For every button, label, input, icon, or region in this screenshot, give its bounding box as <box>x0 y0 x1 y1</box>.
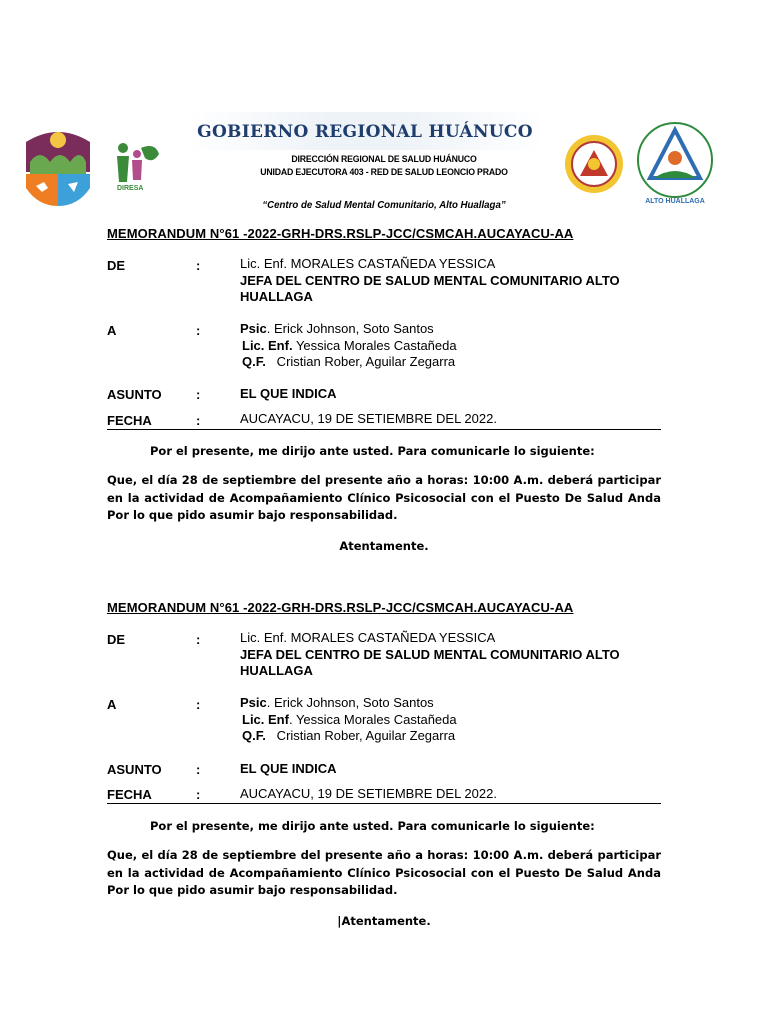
recipient <box>240 695 670 712</box>
colon: : <box>196 258 201 273</box>
recipient-name: Cristian Rober, Aguilar Zegarra <box>265 728 456 743</box>
recipient-prefix: Q.F. <box>242 728 266 743</box>
colon: : <box>196 762 201 777</box>
fecha-label: FECHA <box>107 413 152 428</box>
recipients-list <box>240 695 670 745</box>
executing-unit-line: UNIDAD EJECUTORA 403 - RED DE SALUD LEONCIO PRADO <box>260 167 508 178</box>
body-text: Que, el día 28 de septiembre del presente año a horas: 10:00 A.m. deberá participar en la actividad de Acompañamiento Clínico Psicosocial con el Puesto De Salud Anda Por lo que pido asumir bajo responsabilidad. <box>107 848 661 897</box>
recipient-name: . Erick Johnson, Soto Santos <box>266 695 434 710</box>
diresa-label: DIRESA <box>117 185 144 192</box>
sender-role: JEFA DEL CENTRO DE SALUD MENTAL COMUNITARIO ALTO HUALLAGA <box>240 646 620 678</box>
closing-text: Atentamente. <box>339 539 429 553</box>
closing-text: |Atentamente. <box>337 914 431 928</box>
divider <box>107 803 661 804</box>
government-title: GOBIERNO REGIONAL HUÁNUCO <box>185 112 545 150</box>
sender-name: Lic. Enf. MORALES CASTAÑEDA YESSICA <box>240 630 496 645</box>
recipient <box>240 338 670 355</box>
recipient-name: . Erick Johnson, Soto Santos <box>266 321 434 336</box>
a-label: A <box>107 323 117 338</box>
colon: : <box>196 387 201 402</box>
fecha-value: AUCAYACU, 19 DE SETIEMBRE DEL 2022. <box>240 786 497 801</box>
recipient-prefix: Lic. Enf. <box>242 337 293 353</box>
divider <box>107 429 661 430</box>
colon: : <box>196 697 201 712</box>
sender-role: JEFA DEL CENTRO DE SALUD MENTAL COMUNITARIO ALTO HUALLAGA <box>240 272 620 304</box>
fecha-value: AUCAYACU, 19 DE SETIEMBRE DEL 2022. <box>240 411 497 426</box>
colon: : <box>196 787 201 802</box>
sender-block <box>240 256 670 306</box>
recipient-name: Cristian Rober, Aguilar Zegarra <box>265 354 456 369</box>
recipient-name: Yessica Morales Castañeda <box>292 337 457 353</box>
recipient-prefix: Psic <box>240 321 267 336</box>
sender-block <box>240 630 670 680</box>
alto-huallaga-caption: ALTO HUALLAGA <box>645 198 705 205</box>
recipient <box>240 712 670 729</box>
memo-title: MEMORANDUM N°61 -2022-GRH-DRS.RSLP-JCC/CSMCAH.AUCAYACU-AA <box>107 226 574 241</box>
fecha-label: FECHA <box>107 787 152 802</box>
colon: : <box>196 413 201 428</box>
recipient-prefix: Lic. Enf <box>242 711 289 727</box>
regional-directorate-line: DIRECCIÓN REGIONAL DE SALUD HUÁNUCO <box>291 154 477 165</box>
de-label: DE <box>107 258 126 273</box>
a-label: A <box>107 697 117 712</box>
recipient <box>240 354 670 371</box>
sender-name: Lic. Enf. MORALES CASTAÑEDA YESSICA <box>240 256 496 271</box>
recipient <box>240 728 670 745</box>
intro-text: Por el presente, me dirijo ante usted. Para comunicarle lo siguiente: <box>150 819 595 833</box>
intro-text: Por el presente, me dirijo ante usted. Para comunicarle lo siguiente: <box>150 444 595 458</box>
asunto-label: ASUNTO <box>107 387 162 402</box>
recipients-list <box>240 321 670 371</box>
recipient-prefix: Psic <box>240 695 267 710</box>
recipient-prefix: Q.F. <box>242 354 266 369</box>
colon: : <box>196 632 201 647</box>
asunto-value: EL QUE INDICA <box>240 761 337 776</box>
recipient-name: . Yessica Morales Castañeda <box>288 711 457 727</box>
asunto-value: EL QUE INDICA <box>240 386 337 401</box>
memo-title: MEMORANDUM N°61 -2022-GRH-DRS.RSLP-JCC/CSMCAH.AUCAYACU-AA <box>107 600 574 615</box>
recipient <box>240 321 670 338</box>
center-motto: “Centro de Salud Mental Comunitario, Alto Huallaga” <box>262 199 506 211</box>
colon: : <box>196 323 201 338</box>
asunto-label: ASUNTO <box>107 762 162 777</box>
body-text: Que, el día 28 de septiembre del presente año a horas: 10:00 A.m. deberá participar en la actividad de Acompañamiento Clínico Psicosocial con el Puesto De Salud Anda Por lo que pido asumir bajo responsabilidad. <box>107 473 661 522</box>
de-label: DE <box>107 632 126 647</box>
